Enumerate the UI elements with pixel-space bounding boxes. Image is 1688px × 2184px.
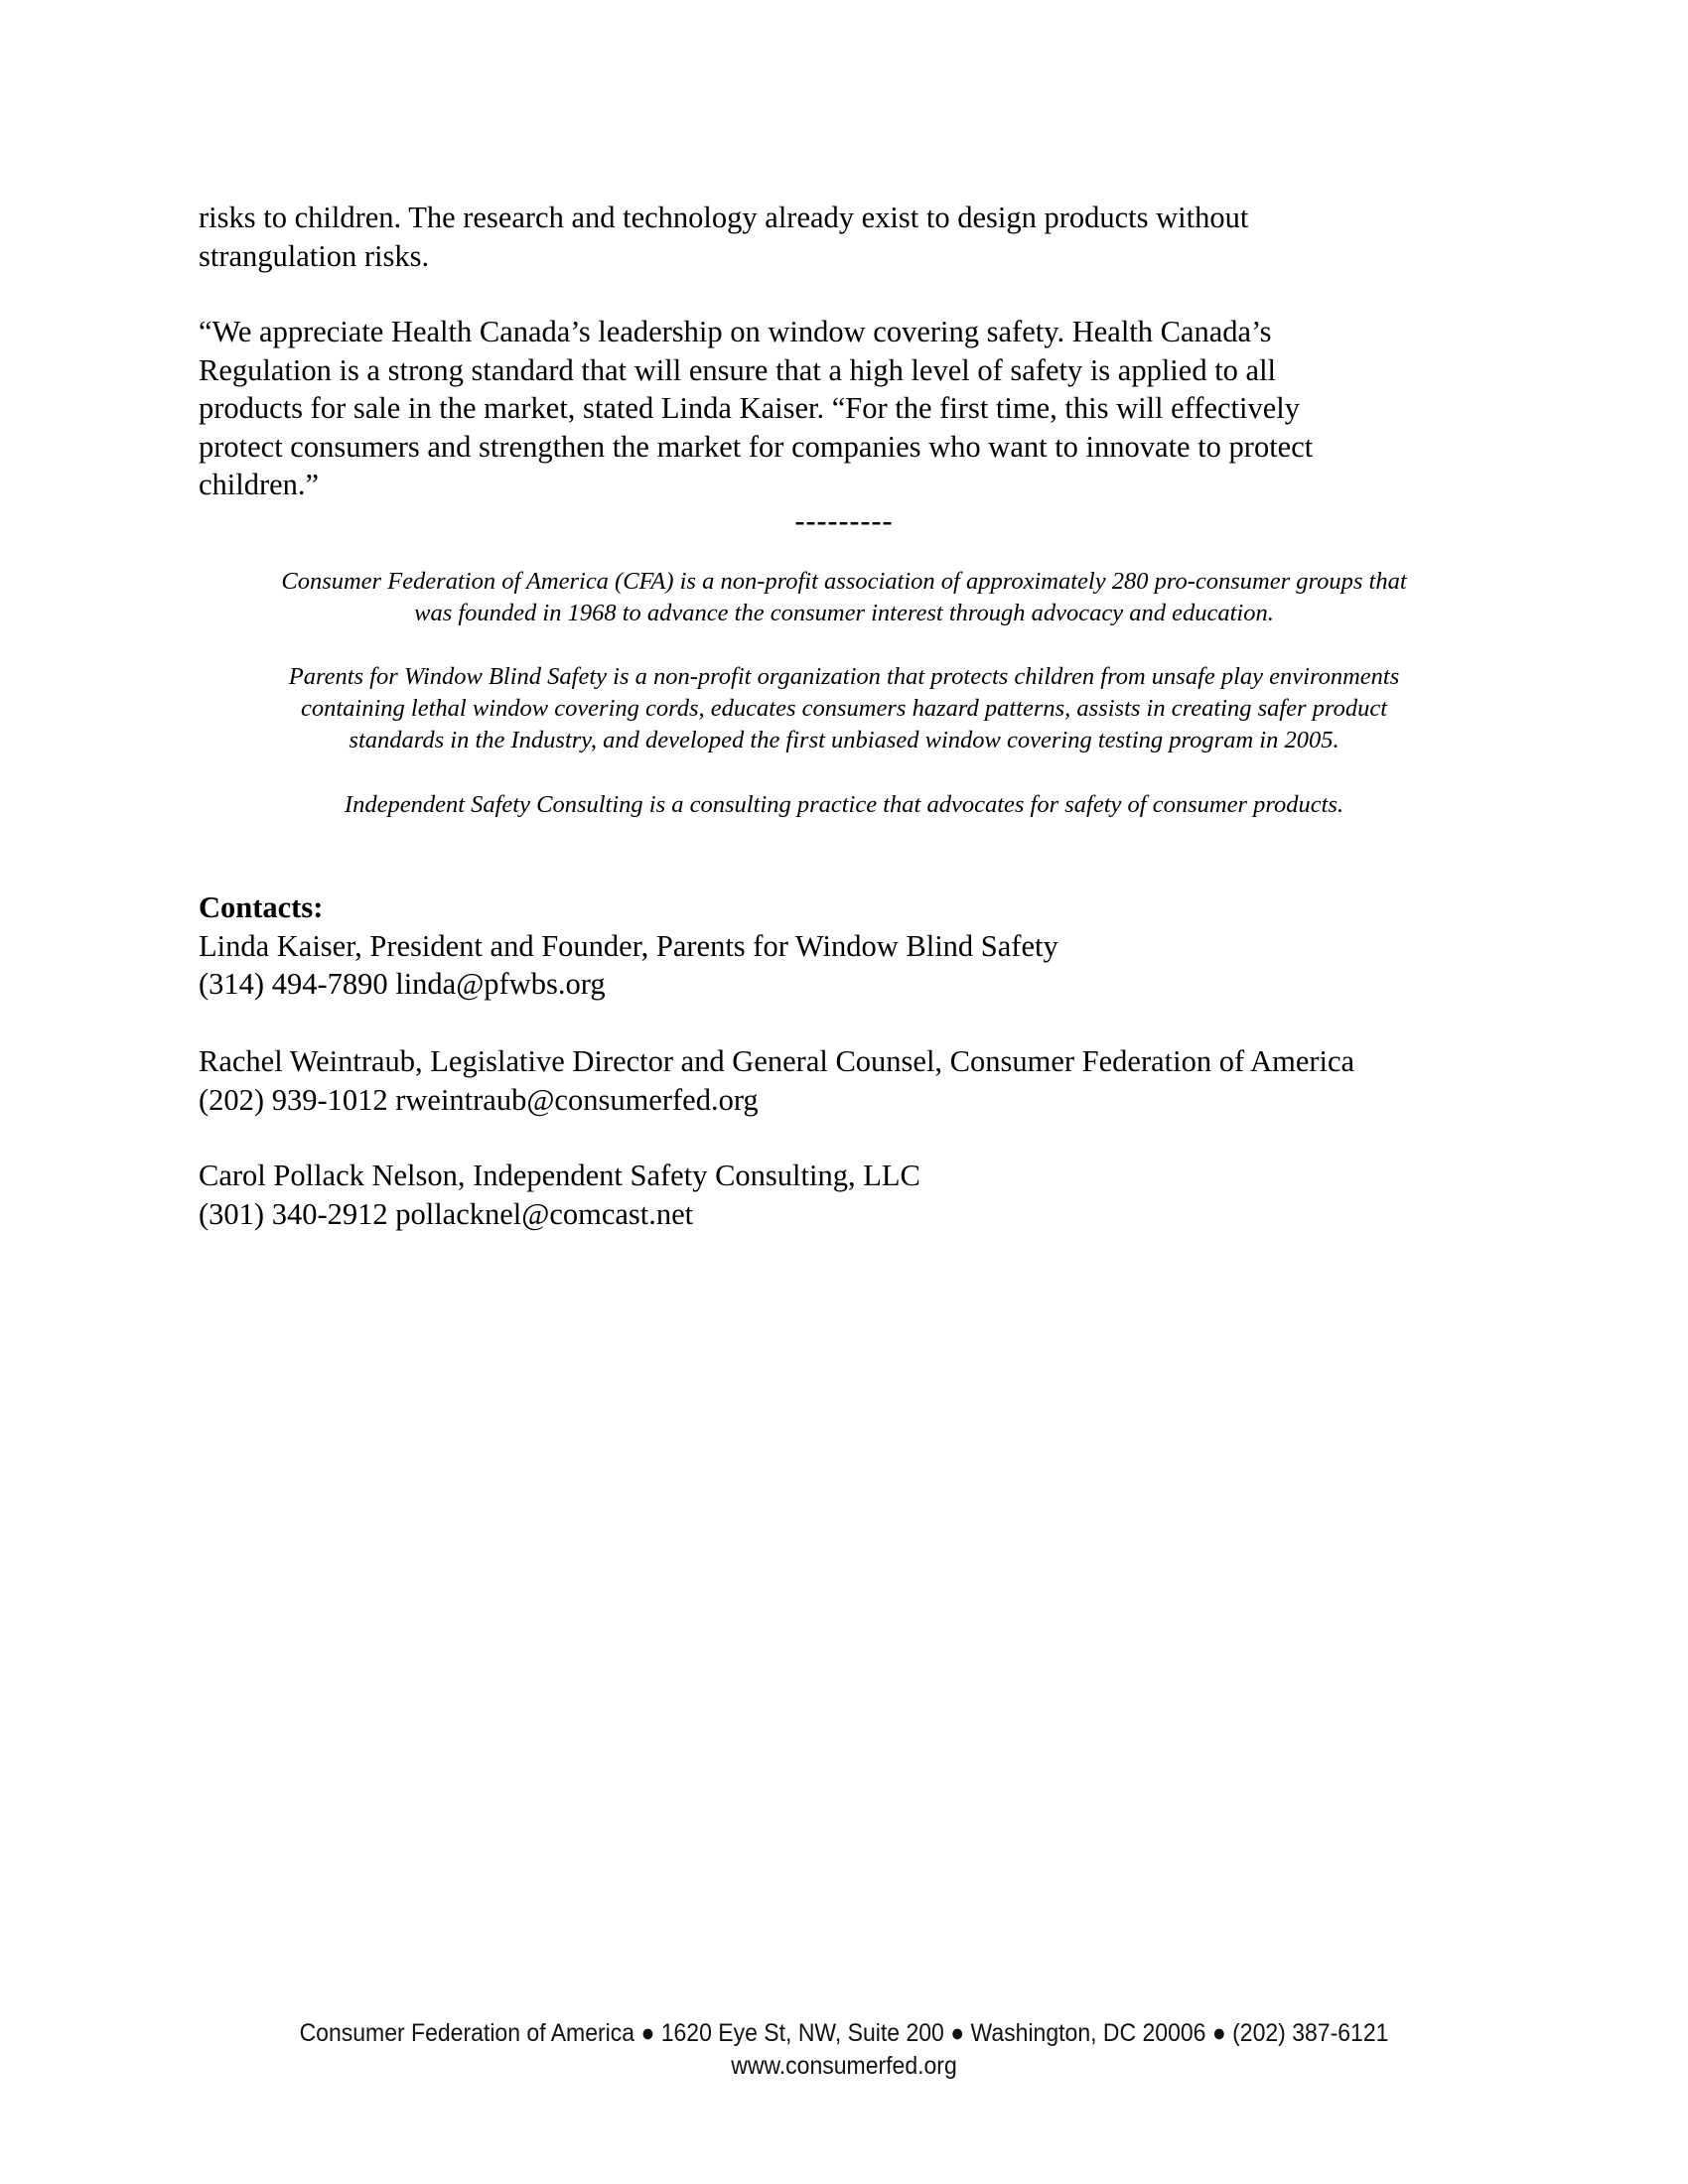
about-line: Parents for Window Blind Safety is a non-profit organization that protects children from unsafe play environments [288, 663, 1400, 690]
paragraph-line: protect consumers and strengthen the market for companies who want to innovate to protect [199, 429, 1314, 464]
paragraph-line: strangulation risks. [199, 238, 430, 273]
contact-name-line: Linda Kaiser, President and Founder, Parents for Window Blind Safety [199, 928, 1058, 963]
contacts-section [199, 888, 1539, 1004]
page-footer [68, 2017, 1620, 2083]
paragraph-line: risks to children. The research and technology already exist to design products without [199, 201, 1249, 234]
footer-address: Consumer Federation of America ● 1620 Eye St, NW, Suite 200 ● Washington, DC 20006 ● (202) 387-6121 [299, 2019, 1389, 2047]
about-isc [169, 789, 1519, 821]
section-divider: --------- [794, 504, 894, 537]
about-line: standards in the Industry, and developed the first unbiased window covering testing program in 2005. [349, 727, 1339, 753]
paragraph-line: Regulation is a strong standard that will ensure that a high level of safety is applied to all [199, 352, 1277, 387]
contact-info-line: (202) 939-1012 rweintraub@consumerfed.org [199, 1082, 759, 1117]
about-line: was founded in 1968 to advance the consumer interest through advocacy and education. [414, 600, 1274, 626]
contact-info-line: (314) 494-7890 linda@pfwbs.org [199, 967, 606, 1001]
about-line: containing lethal window covering cords, educates consumers hazard patterns, assists in creating safer product [300, 695, 1388, 722]
about-line: Consumer Federation of America (CFA) is a non-profit association of approximately 280 pro-consumer groups that [281, 568, 1407, 595]
contacts-heading: Contacts: [199, 890, 324, 924]
contact-info-line: (301) 340-2912 pollacknel@comcast.net [199, 1196, 694, 1231]
contact-block [199, 1157, 1539, 1233]
about-cfa [169, 566, 1519, 629]
contact-block [199, 1042, 1539, 1119]
quote-paragraph [199, 313, 1489, 504]
about-pfwbs [169, 661, 1519, 756]
paragraph-line: products for sale in the market, stated Linda Kaiser. “For the first time, this will effectively [199, 391, 1300, 425]
about-line: Independent Safety Consulting is a consulting practice that advocates for safety of consumer products. [344, 791, 1344, 818]
paragraph-line: children.” [199, 468, 320, 501]
footer-website: www.consumerfed.org [731, 2052, 957, 2080]
contact-name-line: Carol Pollack Nelson, Independent Safety Consulting, LLC [199, 1159, 920, 1192]
contact-name-line: Rachel Weintraub, Legislative Director and General Counsel, Consumer Federation of America [199, 1044, 1355, 1078]
body-paragraph-1 [199, 199, 1489, 275]
paragraph-line: “We appreciate Health Canada’s leadership on window covering safety. Health Canada’s [199, 315, 1272, 348]
